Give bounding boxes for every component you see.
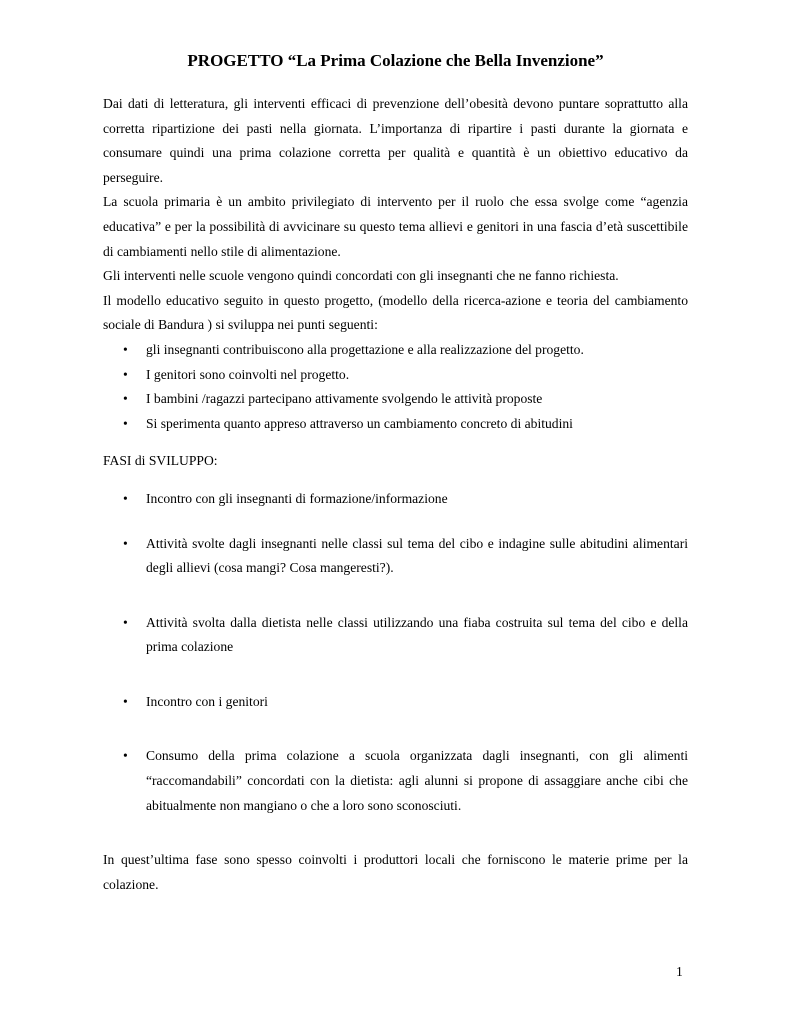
document-title: PROGETTO “La Prima Colazione che Bella Invenzione” [187,51,604,70]
bullet-icon: • [123,341,128,357]
list-item [103,611,688,660]
list-item [103,387,688,412]
document-body [103,92,688,897]
paragraph-closing: In quest’ultima fase sono spesso coinvolti i produttori locali che forniscono le materie prime per la colazione. [103,852,688,892]
bullet-icon: • [123,535,128,551]
bullet-icon: • [123,366,128,382]
list-item-text: Attività svolta dalla dietista nelle classi utilizzando una fiaba costruita sul tema del cibo e della prima colazione [146,614,688,655]
list-item [103,338,688,363]
list-item [103,487,688,512]
list-item-text: I genitori sono coinvolti nel progetto. [146,366,350,382]
list-item-text: Si sperimenta quanto appreso attraverso un cambiamento concreto di abitudini [146,415,573,431]
model-points-list [103,338,688,436]
paragraph-model: Il modello educativo seguito in questo progetto, (modello della ricerca-azione e teoria del cambiamento sociale di Bandura ) si sviluppa nei punti seguenti: [103,292,688,333]
phases-list [103,487,688,818]
bullet-icon: • [123,415,128,431]
list-item [103,744,688,818]
list-item-text: Attività svolte dagli insegnanti nelle classi sul tema del cibo e indagine sulle abitudini alimentari degli allievi (cosa mangi? Cosa mangeresti?). [146,535,688,576]
bullet-icon: • [123,391,128,407]
list-item-text: I bambini /ragazzi partecipano attivamente svolgendo le attività proposte [146,391,543,407]
paragraph-school: La scuola primaria è un ambito privilegiato di intervento per il ruolo che essa svolge come “agenzia educativa” e per la possibilità di avvicinare su questo tema allievi e genitori in una fascia d’età suscettibile di cambiamenti nello stile di alimentazione. [103,194,688,259]
list-item-text: Incontro con gli insegnanti di formazione/informazione [146,490,448,506]
paragraph-interventions: Gli interventi nelle scuole vengono quindi concordati con gli insegnanti che ne fanno richiesta. [103,268,619,284]
list-item [103,532,688,581]
list-item-text: gli insegnanti contribuiscono alla progettazione e alla realizzazione del progetto. [146,341,584,357]
list-item [103,690,688,715]
list-item-text: Incontro con i genitori [146,693,268,709]
bullet-icon: • [123,614,128,630]
paragraph-intro: Dai dati di letteratura, gli interventi efficaci di prevenzione dell’obesità devono puntare soprattutto alla corretta ripartizione dei pasti nella giornata. L’importanza di ripartire i pasti durante la giornata e consumare quindi una prima colazione corretta per qualità e quantità è un obiettivo educativo da perseguire. [103,96,688,185]
list-item-text: Consumo della prima colazione a scuola organizzata dagli insegnanti, con gli alimenti “raccomandabili” concordati con la dietista: agli alunni si propone di assaggiare anche cibi che abitualmente non mangiano o che a loro sono sconosciuti. [146,748,688,813]
bullet-icon: • [123,693,128,709]
phases-heading: FASI di SVILUPPO: [103,453,218,469]
page-number: 1 [676,964,683,979]
bullet-icon: • [123,490,128,506]
list-item [103,412,688,437]
list-item [103,363,688,388]
bullet-icon: • [123,748,128,764]
